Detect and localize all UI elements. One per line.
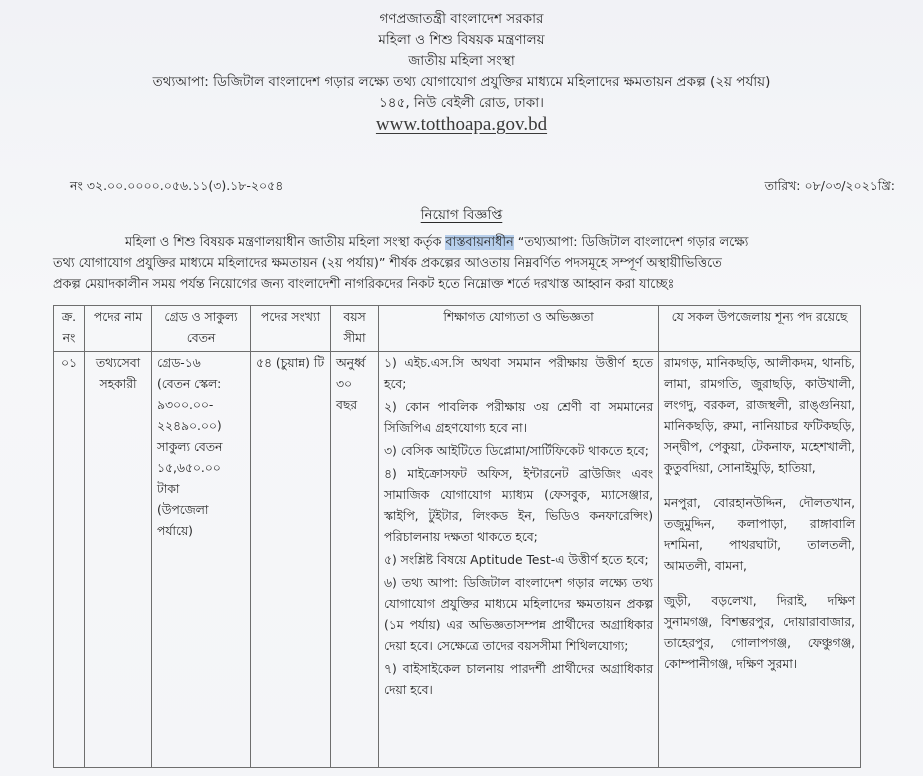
level-label-1: (উপজেলা	[157, 503, 209, 517]
cell-qualifications	[379, 352, 659, 768]
cell-serial: ০১	[54, 352, 85, 768]
organization-name: জাতীয় মহিলা সংস্থা	[408, 53, 515, 69]
notice-title	[0, 204, 923, 227]
header-grade-salary: গ্রেড ও সাকুল্য বেতন	[152, 306, 251, 352]
qualification-item: ৩) বেসিক আইটিতে ডিপ্লোমা/সার্টিফিকেট থাকতে হবে;	[384, 444, 649, 458]
consolidated-label: সাকুল্য বেতন	[157, 440, 223, 454]
project-name: তথ্যআপা: ডিজিটাল বাংলাদেশ গড়ার লক্ষ্যে তথ্য যোগাযোগ প্রযুক্তির মাধ্যমে মহিলাদের ক্ষমতায়ন প্রকল্প (২য় পর্যায়)	[152, 74, 771, 90]
upazila-group: মনপুরা, বোরহানউদ্দিন, দৌলতখান, তজুমুদ্দিন, কলাপাড়া, রাঙ্গাবালি দশমিনা, পাথরঘাটা, তালতলী, আমতলী, বামনা,	[664, 496, 855, 573]
reference-number: নং ৩২.০০.০০০০.০৫৬.১১(৩).১৮-২০৫৪	[70, 178, 284, 193]
paragraph-line-3: প্রকল্প মেয়াদকালীন সময় পর্যন্ত নিয়োগের জন্য বাংলাদেশী নাগরিকদের নিকট হতে নিম্নোক্ত শর্তে দরখাস্ত আহ্বান করা যাচ্ছেঃ	[53, 277, 675, 292]
scale-range-start: ৯৩০০.০০-	[157, 398, 214, 412]
scale-label: (বেতন স্কেল:	[157, 377, 222, 391]
qualification-item: ২) কোন পাবলিক পরীক্ষায় ৩য় শ্রেণী বা সমমানের সিজিপিএ গ্রহণযোগ্য হবে না।	[384, 400, 653, 435]
consolidated-amount: ১৫,৬৫০.০০	[157, 461, 221, 475]
header-qualification: শিক্ষাগত যোগ্যতা ও অভিজ্ঞতা	[379, 306, 659, 352]
upazila-group: জুড়ী, বড়লেখা, দিরাই, দক্ষিণ সুনামগঞ্জ, বিশম্ভরপুর, দোয়ারাবাজার, তাহেরপুর, গোলাপগঞ্জ, ফেঞ্চুগঞ্জ, কোম্পানীগঞ্জ, দক্ষিণ সুরমা।	[664, 594, 855, 671]
qualification-item: ৪) মাইক্রোসফট অফিস, ইন্টারনেট ব্রাউজিং এবং সামাজিক যোগাযোগ ম্যাধ্যম (ফেসবুক, ম্যাসেঞ্জার, স্কাইপি, টুইটার, লিংকড ইন, ভিডিও কনফারেন্সিং) পরিচালনায় দক্ষতা থাকতে হবে;	[384, 467, 653, 544]
level-label-2: পর্যায়ে)	[157, 524, 193, 538]
cell-post-count: ৫৪ (চুয়ান্ন) টি	[251, 352, 331, 768]
paragraph-text: “তথ্যআপা: ডিজিটাল বাংলাদেশ গড়ার লক্ষ্যে	[513, 235, 749, 250]
upazila-group: রামগড়, মানিকছড়ি, আলীকদম, থানচি, লামা, রামগতি, জুরাছড়ি, কাউখালী, লংগদু, বরকল, রাজস্থলী, রাঙ্গুনিয়া, মানিকছড়ি, রুমা, নানিয়াচর ফটিকছড়ি, সন্দ্বীপ, পেকুয়া, টেকনাফ, মহেশখালী, কুতুবদিয়া, সোনাইমুড়ি, হাতিয়া,	[664, 356, 855, 475]
age-limit-l3: বছর	[336, 398, 358, 412]
office-address: ১৪৫, নিউ বেইলী রোড, ঢাকা।	[379, 95, 544, 111]
scale-range-end: ২২৪৯০.০০)	[157, 419, 222, 433]
header-upazilas: যে সকল উপজেলায় শূন্য পদ রয়েছে	[659, 306, 861, 352]
header-serial: ক্র. নং	[54, 306, 85, 352]
qualification-item: ১) এইচ.এস.সি অথবা সমমান পরীক্ষায় উত্তীর্ণ হতে হবে;	[384, 356, 653, 391]
qualification-item: ৫) সংশ্লিষ্ট বিষয়ে Aptitude Test-এ উত্তীর্ণ হতে হবে;	[384, 553, 649, 567]
qualification-item: ৭) বাইসাইকেল চালনায় পারদর্শী প্রার্থীদের অগ্রাধিকার দেয়া হবে।	[384, 662, 653, 697]
cell-grade-salary	[152, 352, 251, 768]
ministry-name: মহিলা ও শিশু বিষয়ক মন্ত্রণালয়	[378, 32, 545, 48]
paragraph-line-2: তথ্য যোগাযোগ প্রযুক্তির মাধ্যমে মহিলাদের ক্ষমতায়ন (২য় পর্যায়)” শীর্ষক প্রকল্পের আওতায় নিম্নবর্ণিত পদসমূহে সম্পূর্ণ অস্থায়ীভিত্তিতে	[53, 256, 722, 271]
vacancy-table	[53, 305, 861, 768]
cell-post-name: তথ্যসেবা সহকারী	[85, 352, 152, 768]
paragraph-line-1	[53, 232, 875, 253]
website-url-text[interactable]: www.totthoapa.gov.bd	[375, 114, 548, 135]
notice-paragraph	[53, 232, 875, 295]
currency: টাকা	[157, 482, 180, 496]
cell-upazilas	[659, 352, 861, 768]
notice-title-text: নিয়োগ বিজ্ঞপ্তি	[420, 207, 503, 223]
paragraph-text: মহিলা ও শিশু বিষয়ক মন্ত্রণালয়াধীন জাতীয় মহিলা সংস্থা কর্তৃক	[125, 235, 446, 250]
cell-age-limit	[331, 352, 379, 768]
government-name: গণপ্রজাতন্ত্রী বাংলাদেশ সরকার	[379, 11, 544, 27]
header-age-limit: বয়স সীমা	[331, 306, 379, 352]
selected-text-highlight[interactable]: বাস্তবায়নাধীন	[445, 235, 514, 250]
header-post-count: পদের সংখ্যা	[251, 306, 331, 352]
header-post-name: পদের নাম	[85, 306, 152, 352]
notice-date: তারিখ: ০৮/০৩/২০২১খ্রি:	[764, 178, 895, 193]
qualification-item: ৬) তথ্য আপা: ডিজিটাল বাংলাদেশ গড়ার লক্ষ্যে তথ্য যোগাযোগ প্রযুক্তির মাধ্যমে মহিলাদের ক্ষমতায়ন প্রকল্প (১ম পর্যায়) এর অভিজ্ঞতাসম্পন্ন প্রার্থীদের অগ্রাধিকার দেয়া হবে। সেক্ষেত্রে তাদের বয়সসীমা শিথিলযোগ্য;	[384, 576, 653, 653]
table-header-row	[54, 306, 861, 352]
grade: গ্রেড-১৬	[157, 356, 201, 370]
website-link[interactable]	[0, 114, 923, 136]
table-row	[54, 352, 861, 768]
age-limit-l2: ৩০	[336, 377, 352, 391]
age-limit-l1: অনুর্ধ্ব	[336, 356, 366, 370]
